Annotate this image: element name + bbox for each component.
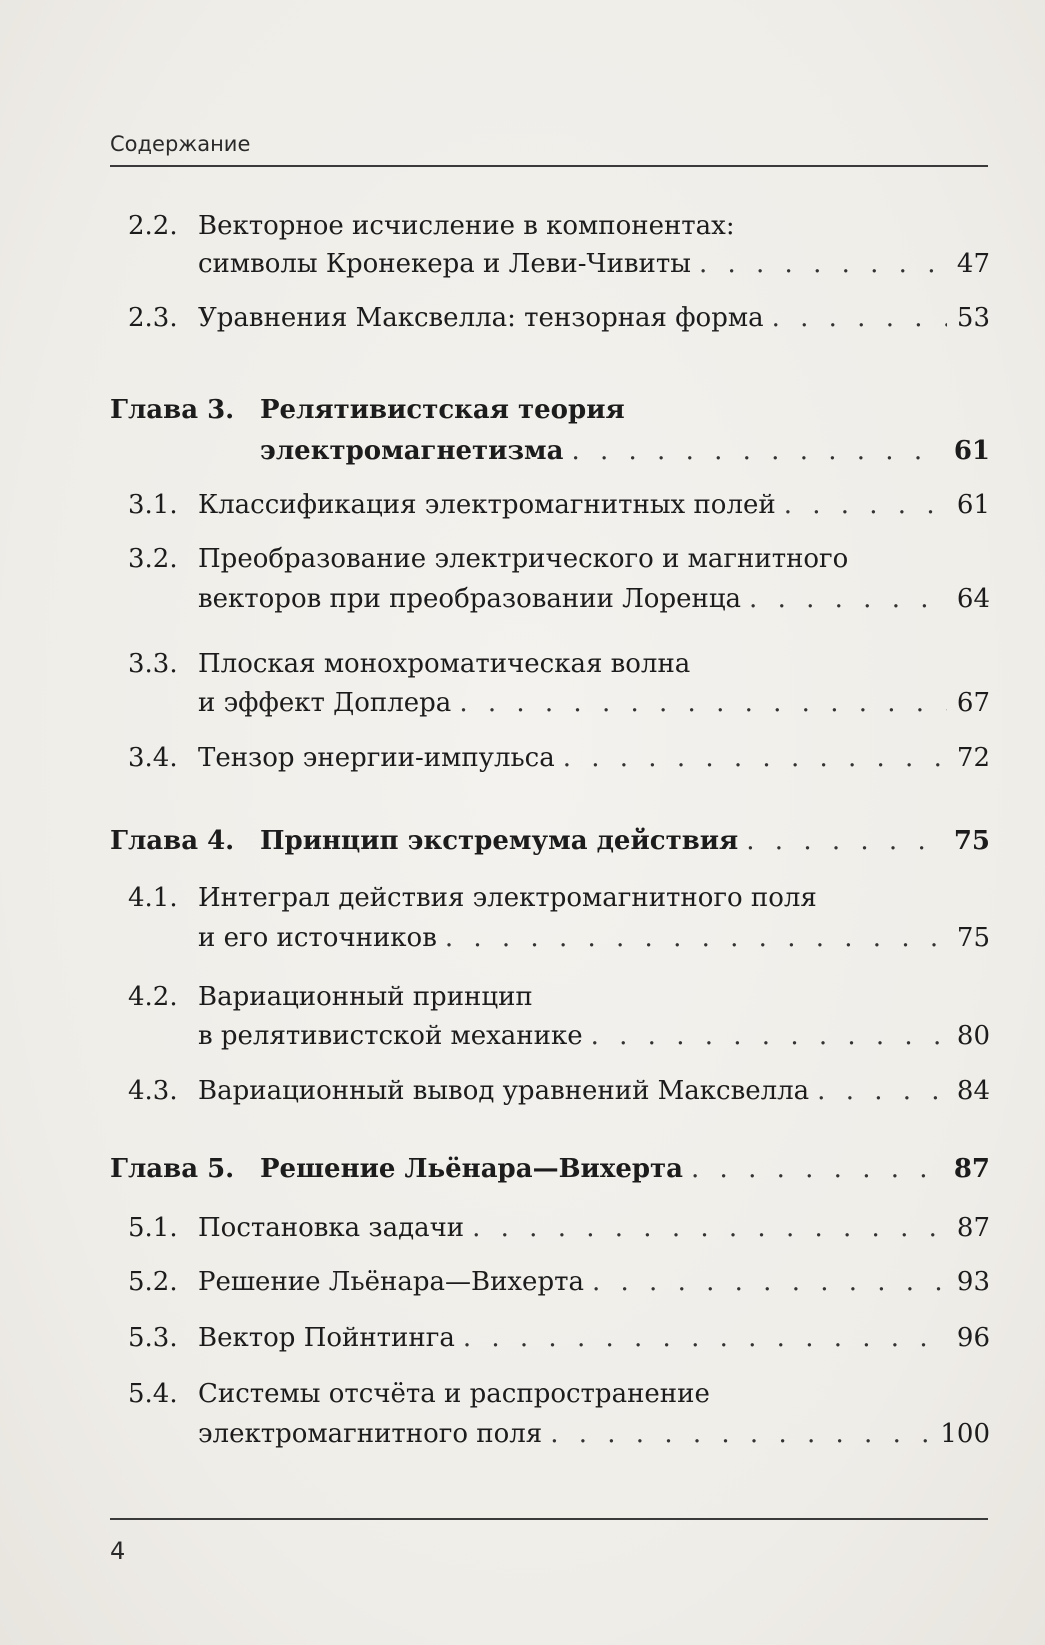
page-ref: 87 — [956, 1213, 990, 1243]
dot-leader — [699, 246, 947, 282]
chapter-title: Релятивистская теория — [260, 395, 625, 425]
section-title: Системы отсчёта и распространение — [198, 1379, 710, 1409]
dot-leader — [445, 920, 947, 956]
section-number: 2.3. — [128, 303, 178, 333]
running-header: Содержание — [110, 132, 251, 156]
section-title: векторов при преобразовании Лоренца — [198, 584, 742, 614]
page-ref: 75 — [953, 826, 990, 856]
chapter-title: электромагнетизма — [260, 436, 564, 466]
toc-entry-5-1 — [110, 1210, 990, 1246]
toc-chapter-4 — [110, 823, 990, 859]
dot-leader — [463, 1320, 947, 1356]
section-title: Постановка задачи — [198, 1213, 465, 1243]
dot-leader — [817, 1073, 947, 1109]
chapter-label: Глава 5. — [110, 1154, 235, 1184]
toc-entry-5-2 — [110, 1264, 990, 1300]
dot-leader — [563, 740, 947, 776]
toc-entry-3-1 — [110, 487, 990, 523]
page-ref: 61 — [956, 490, 990, 520]
page-ref: 100 — [940, 1419, 990, 1449]
section-title: Классификация электромагнитных полей — [198, 490, 776, 520]
dot-leader — [749, 581, 947, 617]
toc-entry-5-3 — [110, 1320, 990, 1356]
toc-entry-2-2-line-2 — [110, 246, 990, 282]
section-title: Тензор энергии-импульса — [198, 743, 555, 773]
section-number: 2.2. — [128, 211, 178, 241]
chapter-title: Решение Льёнара—Вихерта — [260, 1154, 684, 1184]
section-title: Уравнения Максвелла: тензорная форма — [198, 303, 764, 333]
page-ref: 53 — [956, 303, 990, 333]
section-title: Плоская монохроматическая волна — [198, 649, 691, 679]
section-title: в релятивистской механике — [198, 1021, 583, 1051]
dot-leader — [472, 1210, 947, 1246]
section-number: 4.3. — [128, 1076, 178, 1106]
page-ref: 84 — [956, 1076, 990, 1106]
dot-leader — [746, 823, 944, 859]
page-ref: 87 — [953, 1154, 990, 1184]
dot-leader — [772, 300, 947, 336]
toc-entry-3-3-line-1 — [110, 646, 990, 682]
toc-entry-5-4-line-1 — [110, 1376, 990, 1412]
page-ref: 93 — [956, 1267, 990, 1297]
section-number: 3.4. — [128, 743, 178, 773]
section-number: 3.2. — [128, 544, 178, 574]
toc-entry-4-2-line-1 — [110, 979, 990, 1015]
dot-leader — [591, 1018, 947, 1054]
dot-leader — [691, 1151, 944, 1187]
toc-entry-3-2-line-1 — [110, 541, 990, 577]
section-title: и эффект Доплера — [198, 688, 452, 718]
toc-entry-4-1-line-1 — [110, 880, 990, 916]
section-number: 5.4. — [128, 1379, 178, 1409]
section-title: и его источников — [198, 923, 437, 953]
toc-entry-4-2-line-2 — [110, 1018, 990, 1054]
page-ref: 47 — [956, 249, 990, 279]
toc-entry-4-1-line-2 — [110, 920, 990, 956]
page-ref: 75 — [956, 923, 990, 953]
page-ref: 72 — [956, 743, 990, 773]
dot-leader — [592, 1264, 947, 1300]
header-rule — [110, 165, 988, 167]
page-ref: 67 — [956, 688, 990, 718]
footer-rule — [110, 1518, 988, 1520]
section-title: символы Кронекера и Леви-Чивиты — [198, 249, 691, 279]
chapter-title: Принцип экстремума действия — [260, 826, 739, 856]
toc-entry-3-4 — [110, 740, 990, 776]
dot-leader — [459, 685, 947, 721]
section-title: Вариационный принцип — [198, 982, 533, 1012]
section-title: Вектор Пойнтинга — [198, 1323, 455, 1353]
page-ref: 61 — [953, 436, 990, 466]
toc-entry-3-2-line-2 — [110, 581, 990, 617]
section-title: Векторное исчисление в компонентах: — [198, 211, 735, 241]
section-number: 5.1. — [128, 1213, 178, 1243]
chapter-label: Глава 3. — [110, 395, 235, 425]
section-number: 4.1. — [128, 883, 178, 913]
section-number: 3.3. — [128, 649, 178, 679]
section-number: 3.1. — [128, 490, 178, 520]
page-number: 4 — [110, 1537, 126, 1565]
toc-chapter-3-line-1 — [110, 392, 990, 428]
toc-entry-2-2-line-1 — [110, 208, 990, 244]
toc-entry-3-3-line-2 — [110, 685, 990, 721]
section-number: 5.3. — [128, 1323, 178, 1353]
chapter-label: Глава 4. — [110, 826, 235, 856]
toc-entry-5-4-line-2 — [110, 1416, 990, 1452]
section-number: 5.2. — [128, 1267, 178, 1297]
section-title: Интеграл действия электромагнитного поля — [198, 883, 817, 913]
page-ref: 80 — [956, 1021, 990, 1051]
section-title: Преобразование электрического и магнитного — [198, 544, 849, 574]
toc-chapter-3-line-2 — [110, 433, 990, 469]
dot-leader — [550, 1416, 930, 1452]
section-number: 4.2. — [128, 982, 178, 1012]
toc-entry-2-3 — [110, 300, 990, 336]
page-ref: 96 — [956, 1323, 990, 1353]
dot-leader — [784, 487, 947, 523]
toc-entry-4-3 — [110, 1073, 990, 1109]
toc-chapter-5 — [110, 1151, 990, 1187]
section-title: Вариационный вывод уравнений Максвелла — [198, 1076, 810, 1106]
section-title: электромагнитного поля — [198, 1419, 543, 1449]
dot-leader — [571, 433, 943, 469]
section-title: Решение Льёнара—Вихерта — [198, 1267, 584, 1297]
page-ref: 64 — [956, 584, 990, 614]
